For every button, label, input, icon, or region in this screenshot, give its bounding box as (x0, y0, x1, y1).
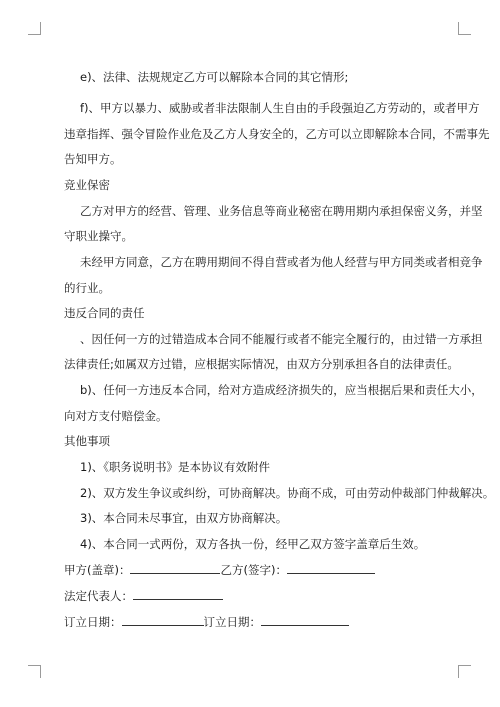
party-b-sign-field[interactable] (287, 562, 375, 574)
clause-f-line3: 告知甲方。 (64, 152, 122, 166)
breach-p1-line2: 法律责任;如属双方过错，应根据实际情况，由双方分别承担各自的法律责任。 (64, 357, 459, 371)
crop-mark-top-right (458, 22, 471, 35)
signature-row-dates (64, 614, 349, 629)
crop-mark-top-left (28, 22, 41, 35)
noncompete-p1-line1: 乙方对甲方的经营、管理、业务信息等商业秘密在聘用期内承担保密义务，并坚 (80, 204, 483, 218)
other-item-3: 3)、本合同未尽事宜，由双方协商解决。 (80, 511, 288, 525)
breach-p2-line2: 向对方支付赔偿金。 (64, 409, 168, 423)
breach-p2-line1: b)、任何一方违反本合同，给对方造成经济损失的，应当根据后果和责任大小， (80, 383, 483, 397)
noncompete-p1-line2: 守职业操守。 (64, 229, 133, 243)
signature-row-legal-rep (64, 588, 223, 603)
noncompete-heading: 竞业保密 (64, 178, 110, 192)
signature-row-parties (64, 562, 375, 577)
party-b-label: 乙方(签字)： (220, 563, 287, 577)
other-heading: 其他事项 (64, 434, 110, 448)
party-a-seal-field[interactable] (130, 562, 220, 574)
clause-e: e)、法律、法规规定乙方可以解除本合同的其它情形; (80, 70, 349, 84)
clause-f-line1: f)、甲方以暴力、威胁或者非法限制人生自由的手段强迫乙方劳动的，或者甲方 (80, 101, 480, 115)
date-a-label: 订立日期： (64, 615, 122, 629)
clause-f-line2: 违章指挥、强令冒险作业危及乙方人身安全的，乙方可以立即解除本合同，不需事先 (64, 127, 490, 141)
crop-mark-bottom-left (28, 665, 41, 678)
party-a-label: 甲方(盖章)： (64, 563, 131, 577)
other-item-2: 2)、双方发生争议或纠纷，可协商解决。协商不成，可由劳动仲裁部门仲裁解决。 (80, 486, 495, 500)
noncompete-p2-line2: 的行业。 (64, 281, 110, 295)
legal-rep-field[interactable] (133, 588, 223, 600)
crop-mark-bottom-right (458, 665, 471, 678)
other-item-1: 1)、《职务说明书》是本协议有效附件 (80, 460, 271, 474)
noncompete-p2-line1: 未经甲方同意，乙方在聘用期间不得自营或者为他人经营与甲方同类或者相竞争 (80, 255, 483, 269)
breach-p1-line1: 、因任何一方的过错造成本合同不能履行或者不能完全履行的，由过错一方承担 (80, 332, 483, 346)
date-b-label: 订立日期： (203, 615, 261, 629)
breach-heading: 违反合同的责任 (64, 306, 145, 320)
other-item-4: 4)、本合同一式两份，双方各执一份，经甲乙双方签字盖章后生效。 (80, 537, 426, 551)
date-a-field[interactable] (122, 614, 204, 626)
date-b-field[interactable] (261, 614, 349, 626)
legal-rep-label: 法定代表人： (64, 589, 133, 603)
